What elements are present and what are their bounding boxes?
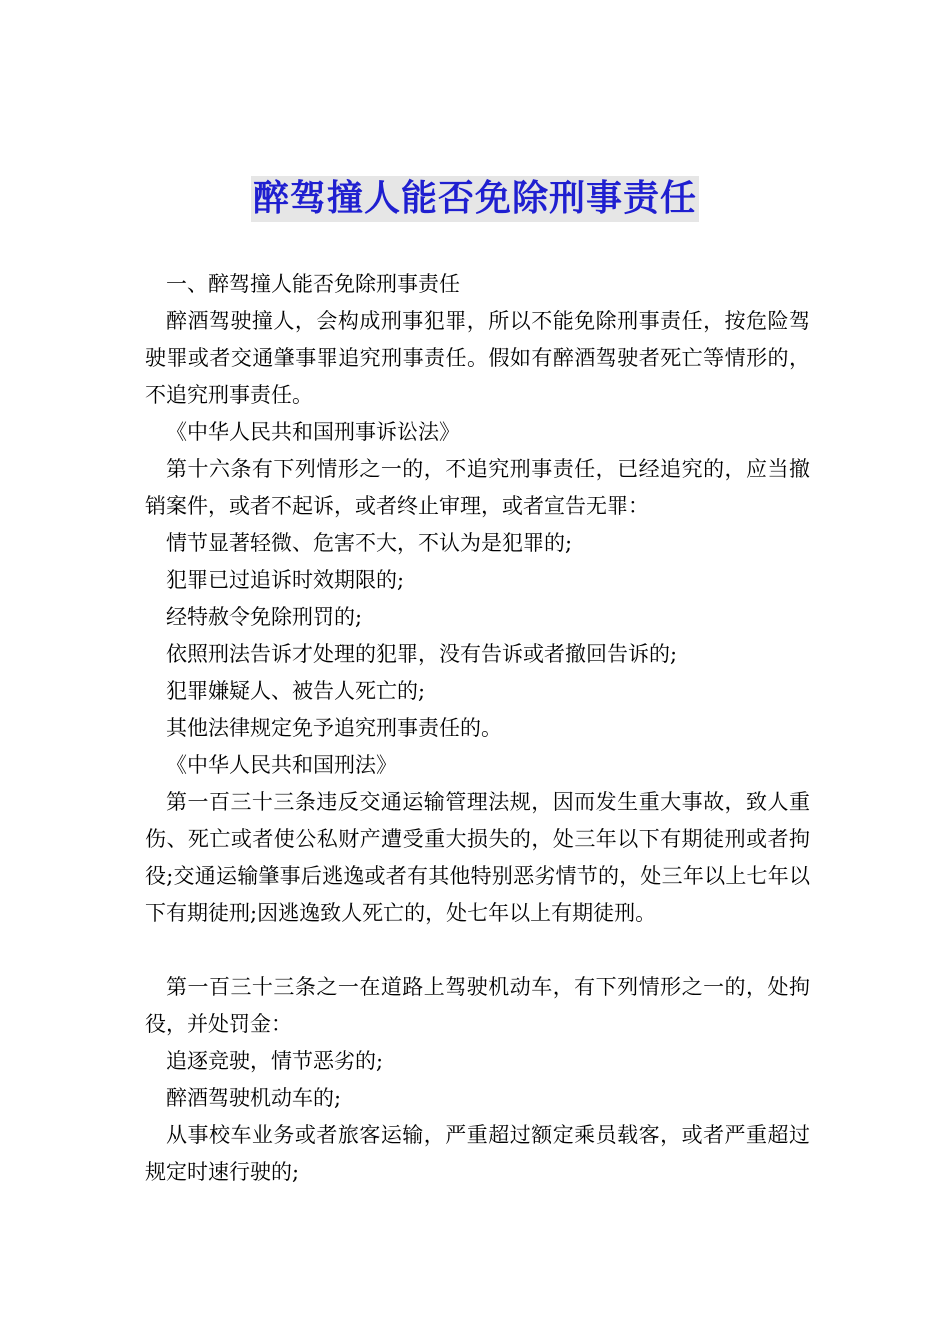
- document-body: [145, 266, 810, 1191]
- document-title: 醉驾撞人能否免除刑事责任: [251, 176, 699, 222]
- law-title: 《中华人民共和国刑法》: [166, 753, 397, 777]
- list-item: 从事校车业务或者旅客运输，严重超过额定乘员载客，或者严重超过规定时速行驶的;: [145, 1123, 810, 1184]
- paragraph: 第一百三十三条违反交通运输管理法规，因而发生重大事故，致人重伤、死亡或者使公私财产遭受重大损失的，处三年以下有期徒刑或者拘役;交通运输肇事后逃逸或者有其他特别恶劣情节的，处三年以上七年以下有期徒刑;因逃逸致人死亡的，处七年以上有期徒刑。: [145, 790, 810, 925]
- list-item: 其他法律规定免予追究刑事责任的。: [166, 716, 502, 740]
- paragraph: 第一百三十三条之一在道路上驾驶机动车，有下列情形之一的，处拘役，并处罚金：: [145, 975, 810, 1036]
- title-container: [0, 176, 950, 222]
- list-item: 依照刑法告诉才处理的犯罪，没有告诉或者撤回告诉的;: [166, 642, 678, 666]
- paragraph: 第十六条有下列情形之一的，不追究刑事责任，已经追究的，应当撤销案件，或者不起诉，或者终止审理，或者宣告无罪：: [145, 457, 810, 518]
- list-item: 醉酒驾驶机动车的;: [166, 1086, 342, 1110]
- list-item: 追逐竞驶，情节恶劣的;: [166, 1049, 384, 1073]
- law-title: 《中华人民共和国刑事诉讼法》: [166, 420, 460, 444]
- list-item: 犯罪已过追诉时效期限的;: [166, 568, 405, 592]
- list-item: 情节显著轻微、危害不大，不认为是犯罪的;: [166, 531, 573, 555]
- paragraph: 醉酒驾驶撞人，会构成刑事犯罪，所以不能免除刑事责任，按危险驾驶罪或者交通肇事罪追究刑事责任。假如有醉酒驾驶者死亡等情形的，不追究刑事责任。: [145, 309, 810, 407]
- list-item: 犯罪嫌疑人、被告人死亡的;: [166, 679, 426, 703]
- list-item: 经特赦令免除刑罚的;: [166, 605, 363, 629]
- section-heading: 一、醉驾撞人能否免除刑事责任: [166, 272, 460, 296]
